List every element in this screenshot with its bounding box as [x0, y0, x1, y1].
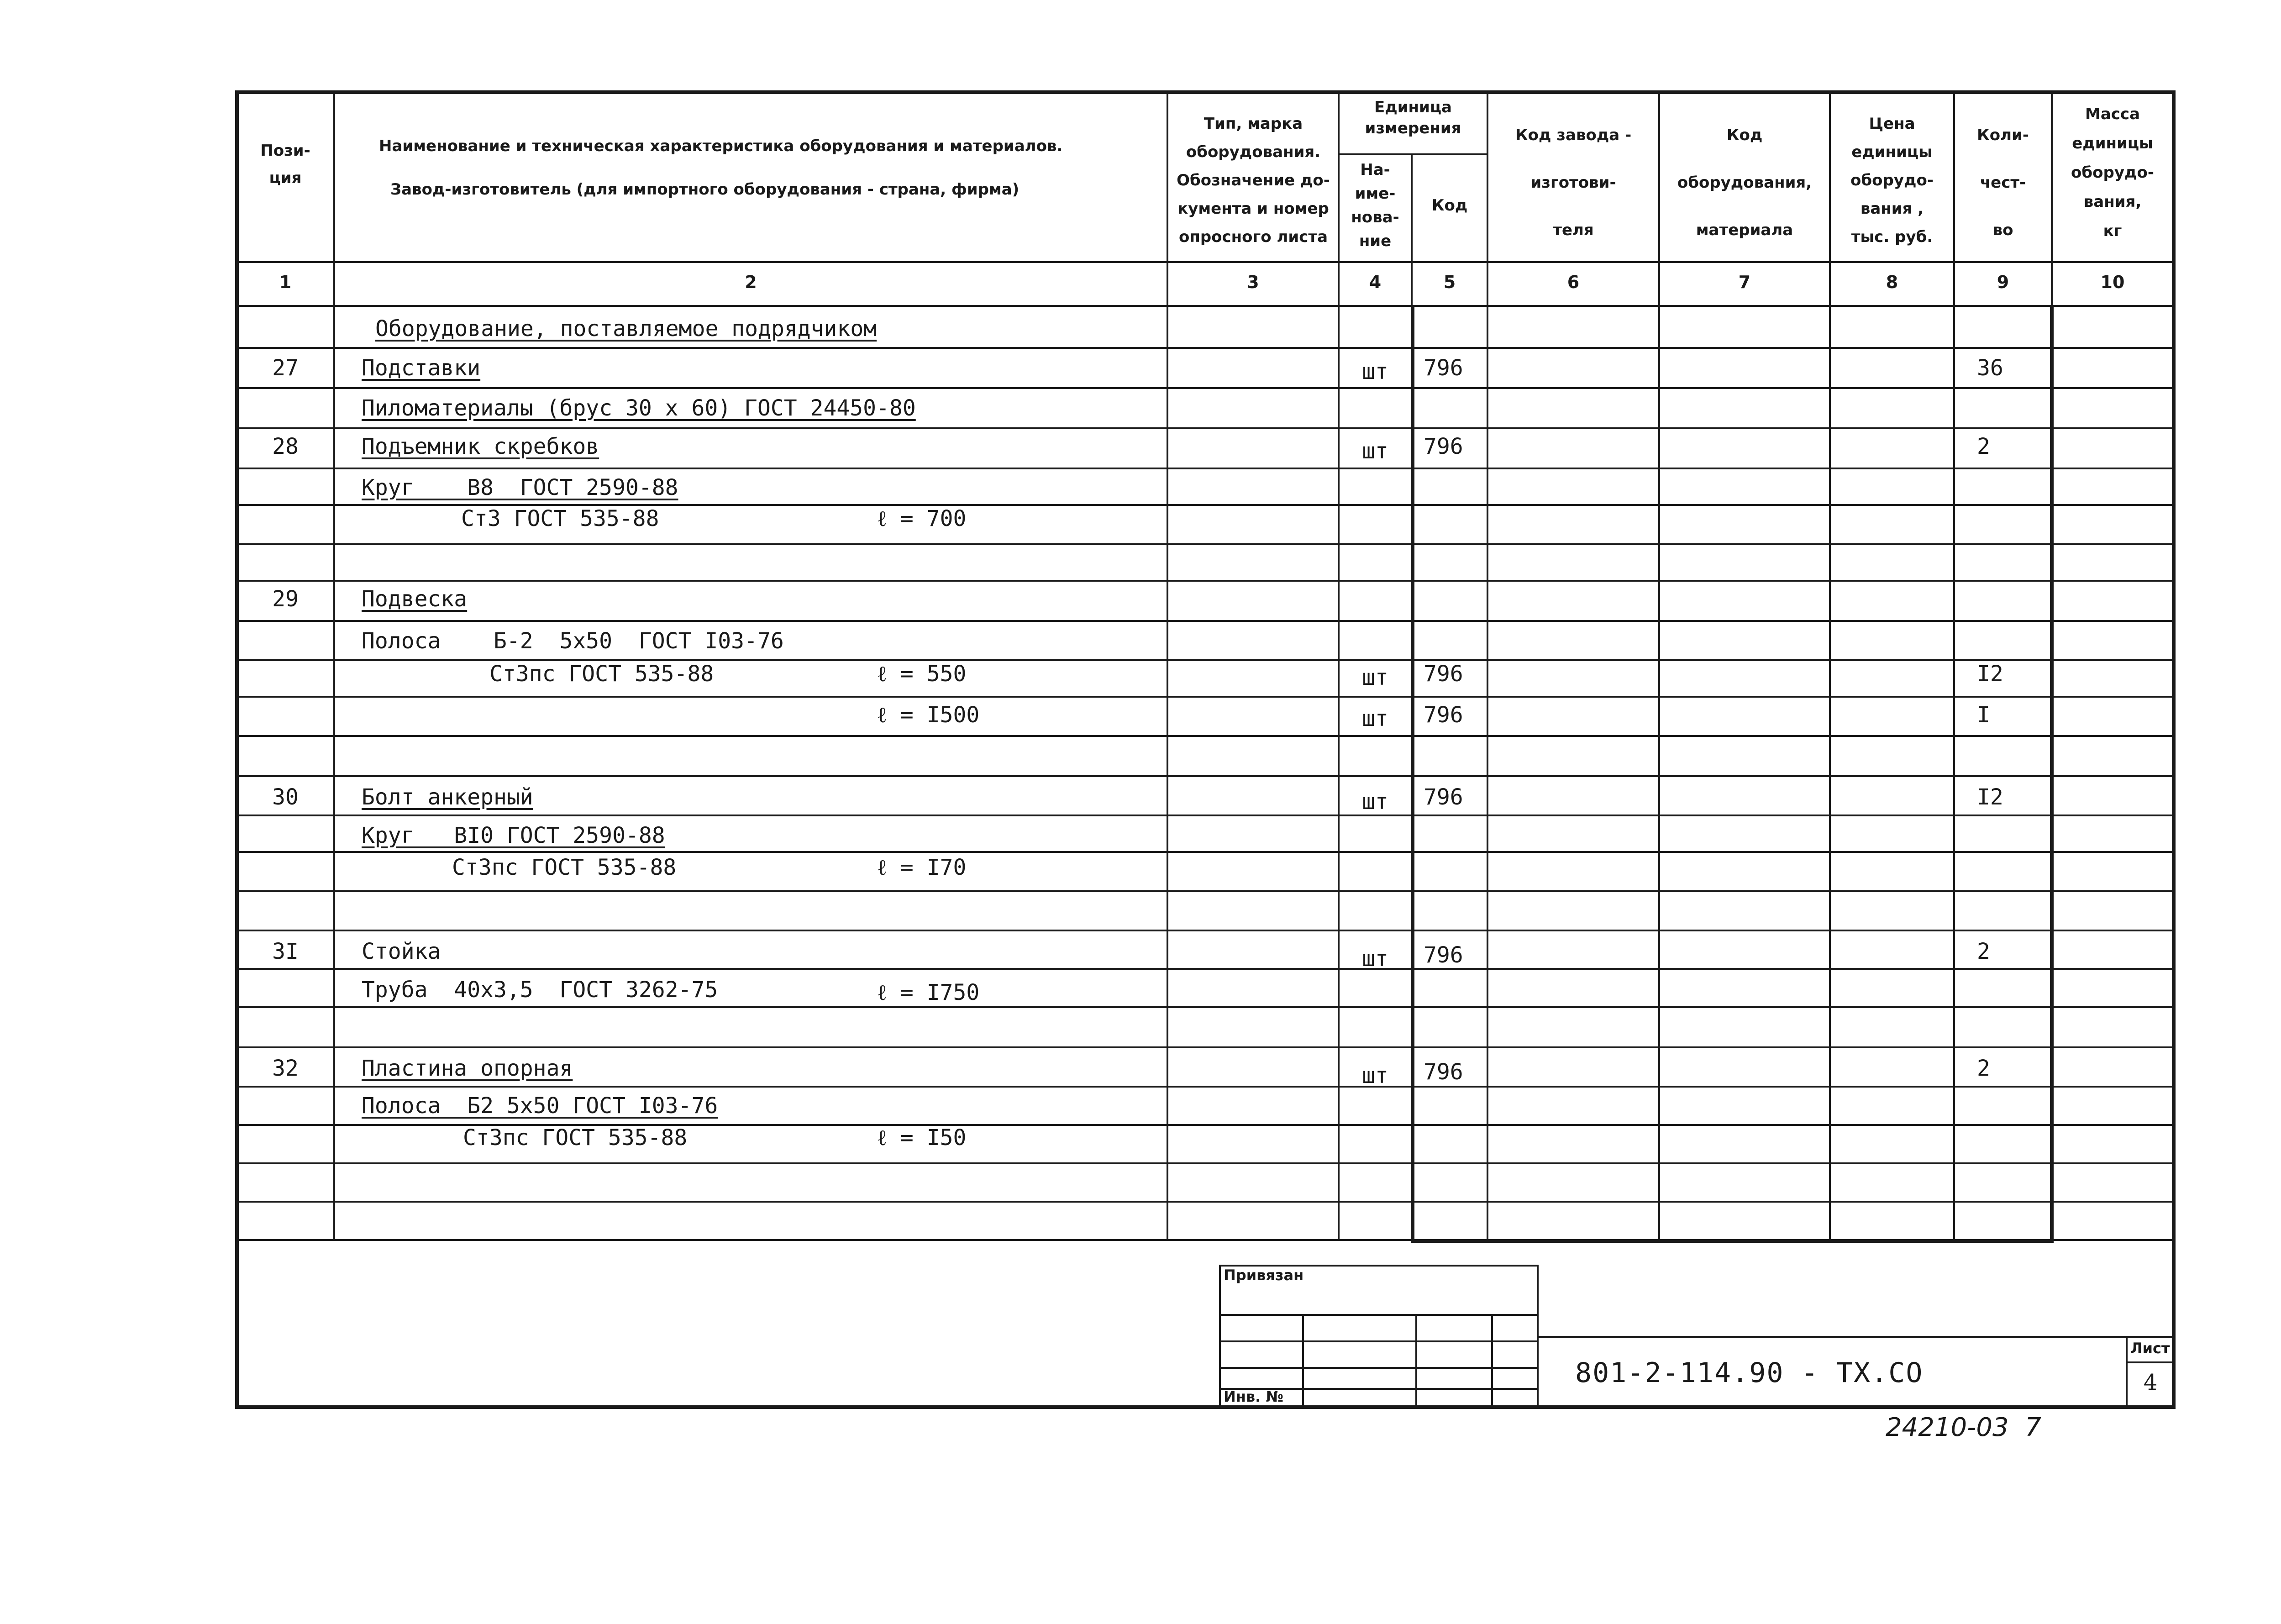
row-line	[235, 890, 2176, 892]
row-unit-code: 796	[1424, 355, 1463, 381]
row-quantity: I2	[1977, 661, 2003, 687]
row-length: ℓ = 550	[877, 661, 967, 687]
row-line	[235, 930, 2176, 931]
row-line	[235, 427, 2176, 429]
row-position: 28	[272, 434, 299, 459]
table-end-line	[235, 1239, 2176, 1241]
row-name: Ст3пс ГОСТ 535-88	[452, 855, 677, 880]
row-unit-code: 796	[1424, 702, 1463, 728]
archive-number: 24210-03 7	[1886, 1413, 2041, 1442]
stamp-line	[1219, 1340, 1539, 1342]
col-line-5	[1487, 90, 1488, 1241]
row-unit: шт	[1362, 665, 1388, 690]
document-number: 801-2-114.90 - ТХ.СО	[1575, 1357, 1924, 1389]
stamp-line	[1491, 1314, 1493, 1407]
frame-right	[2172, 90, 2176, 1409]
stamp-line	[1415, 1314, 1417, 1407]
header-bottom-line	[235, 261, 2176, 263]
row-quantity: 2	[1977, 939, 1990, 964]
row-length: ℓ = I70	[877, 855, 967, 880]
row-name: Полоса Б-2 5х50 ГОСТ I03-76	[362, 628, 784, 654]
sheet-box-divider	[2126, 1361, 2174, 1363]
header-name-line1: Наименование и техническая характеристика оборудования и материалов.	[379, 137, 1063, 155]
stamp-line	[1219, 1367, 1539, 1369]
colnum-2: 2	[745, 272, 757, 292]
row-line	[235, 851, 2176, 853]
header-type: Тип, марка оборудования. Обозначение до- кумента и номер опросного листа	[1177, 115, 1330, 246]
stamp-line	[1302, 1314, 1304, 1407]
row-length: ℓ = I750	[877, 980, 980, 1005]
row-name: Пиломатериалы (брус 30 х 60) ГОСТ 24450-80	[362, 395, 916, 421]
header-price: Цена единицы оборудо- вания , тыс. руб.	[1850, 115, 1934, 246]
row-quantity: I2	[1977, 784, 2003, 810]
col-line-8	[1953, 90, 1955, 1241]
row-unit-code: 796	[1424, 942, 1463, 968]
row-name: Ст3пс ГОСТ 535-88	[463, 1125, 688, 1151]
row-line	[235, 1006, 2176, 1008]
row-length: ℓ = 700	[877, 506, 967, 531]
row-line	[235, 735, 2176, 737]
header-equipment-code: Код оборудования, материала	[1677, 126, 1812, 239]
row-line	[235, 1046, 2176, 1048]
row-name: Пластина опорная	[362, 1056, 573, 1081]
row-unit-code: 796	[1424, 784, 1463, 810]
header-quantity: Коли- чест- во	[1977, 126, 2029, 239]
col-line-1	[333, 90, 335, 1241]
col-line-6	[1658, 90, 1660, 1241]
row-name: Круг BI0 ГОСТ 2590-88	[362, 823, 665, 848]
row-position: 27	[272, 355, 299, 381]
row-name: Подвеска	[362, 586, 468, 612]
row-line	[235, 696, 2176, 698]
row-name: Болт анкерный	[362, 784, 533, 810]
block-right	[2050, 307, 2054, 1243]
row-position: 3I	[272, 939, 299, 964]
colnum-3: 3	[1247, 272, 1259, 292]
row-length: ℓ = I500	[877, 702, 980, 728]
row-unit-code: 796	[1424, 661, 1463, 687]
stamp-inv-label: Инв. №	[1224, 1388, 1283, 1405]
header-mass: Масса единицы оборудо- вания, кг	[2071, 105, 2154, 240]
row-position: 32	[272, 1056, 299, 1081]
header-position: Пози- ция	[260, 142, 310, 187]
header-name-line2: Завод-изготовитель (для импортного оборудования - страна, фирма)	[390, 180, 1020, 199]
row-unit: шт	[1362, 946, 1388, 972]
colnum-1: 1	[279, 272, 292, 292]
row-name: Круг В8 ГОСТ 2590-88	[362, 475, 678, 500]
colnum-8: 8	[1886, 272, 1898, 292]
col-line-7	[1829, 90, 1831, 1241]
row-unit: шт	[1362, 438, 1388, 464]
colnum-bottom-line	[235, 305, 2176, 307]
header-unit-name: На- име- нова- ние	[1351, 161, 1399, 250]
row-name: Полоса Б2 5х50 ГОСТ I03-76	[362, 1093, 718, 1119]
stamp-bound-box	[1219, 1265, 1539, 1407]
row-name: Труба 40х3,5 ГОСТ 3262-75	[362, 977, 718, 1003]
row-name: Подставки	[362, 355, 481, 381]
header-unit-group: Единица измерения	[1365, 98, 1461, 137]
colnum-6: 6	[1567, 272, 1580, 292]
row-quantity: 2	[1977, 434, 1990, 459]
sheet-number: 4	[2143, 1370, 2158, 1395]
row-quantity: 36	[1977, 355, 2003, 381]
row-unit-code: 796	[1424, 434, 1463, 459]
row-line	[235, 775, 2176, 777]
row-unit: шт	[1362, 1063, 1388, 1088]
row-line	[235, 347, 2176, 349]
block-left	[1411, 307, 1414, 1243]
row-line	[235, 815, 2176, 816]
row-unit-code: 796	[1424, 1059, 1463, 1085]
row-position: 29	[272, 586, 299, 612]
row-line	[235, 468, 2176, 469]
unit-group-divider	[1338, 153, 1487, 155]
row-quantity: 2	[1977, 1056, 1990, 1081]
row-length: ℓ = I50	[877, 1125, 967, 1151]
row-line	[235, 968, 2176, 970]
colnum-5: 5	[1443, 272, 1456, 292]
docnum-top-line	[1539, 1336, 2174, 1338]
row-line	[235, 580, 2176, 582]
row-position: 30	[272, 784, 299, 810]
row-unit: шт	[1362, 359, 1388, 384]
row-line	[235, 543, 2176, 545]
col-line-2	[1167, 90, 1168, 1241]
row-line	[235, 1162, 2176, 1164]
stamp-line	[1219, 1314, 1539, 1316]
row-name: Стойка	[362, 939, 441, 964]
colnum-7: 7	[1738, 272, 1751, 292]
row-line	[235, 620, 2176, 622]
row-unit: шт	[1362, 706, 1388, 731]
row-name: Ст3пс ГОСТ 535-88	[489, 661, 714, 687]
row-unit: шт	[1362, 789, 1388, 815]
row-line	[235, 1201, 2176, 1203]
sheet-label: Лист	[2130, 1340, 2170, 1357]
header-factory-code: Код завода - изготови- теля	[1515, 126, 1632, 239]
frame-bottom	[235, 1405, 2176, 1409]
colnum-10: 10	[2100, 272, 2125, 292]
row-name: Ст3 ГОСТ 535-88	[461, 506, 659, 531]
header-unit-code: Код	[1431, 196, 1468, 215]
row-line	[235, 387, 2176, 389]
row-name: Подъемник скребков	[362, 434, 599, 459]
row-quantity: I	[1977, 702, 1990, 728]
colnum-4: 4	[1369, 272, 1382, 292]
frame-top	[235, 90, 2176, 94]
stamp-bound-label: Привязан	[1224, 1267, 1304, 1284]
row-line	[235, 1086, 2176, 1088]
section-title: Оборудование, поставляемое подрядчиком	[375, 316, 877, 342]
colnum-9: 9	[1997, 272, 2009, 292]
